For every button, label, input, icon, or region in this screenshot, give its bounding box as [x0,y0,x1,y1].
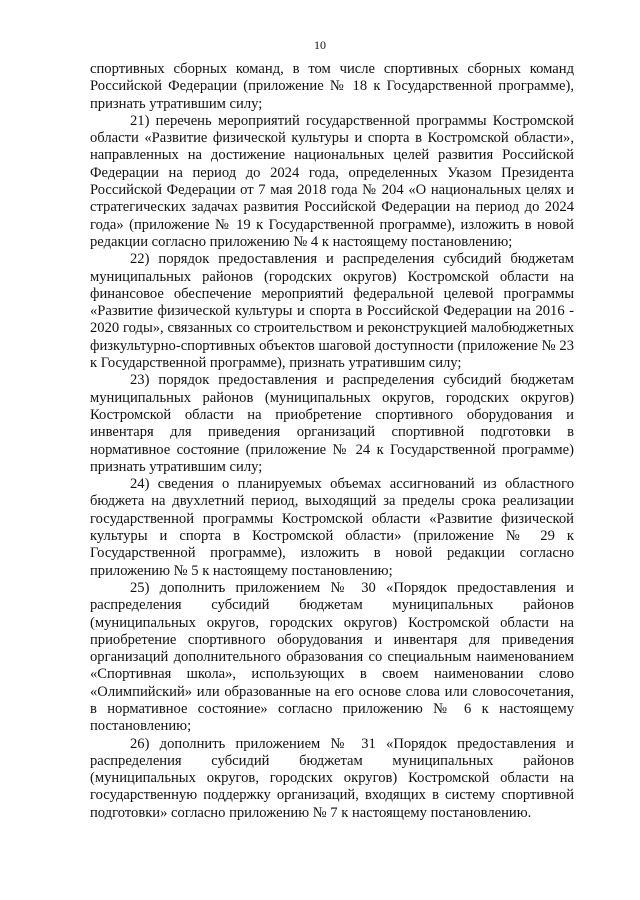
paragraph-item-23: 23) порядок предоставления и распределения субсидий бюджетам муниципальных районов (муниципальных округов, городских округов) Костромской области на приобретение спортивного оборудования и инвентаря для приведения организаций спортивной подготовки в нормативное состояние (приложение № 24 к Государственной программе) признать утратившим силу; [90,372,574,475]
page-number: 10 [314,38,326,52]
paragraph-item-25: 25) дополнить приложением № 30 «Порядок предоставления и распределения субсидий бюджетам муниципальных районов (муниципальных округов, городских округов) Костромской области на приобретение спортивного оборудования и инвентаря для приведения организаций дополнительного образования со специальным наименованием «Спортивная школа», использующих в своем наименовании слово «Олимпийский» или образованные на его основе слова или словосочетания, в нормативное состояние» согласно приложению № 6 к настоящему постановлению; [90,579,574,735]
paragraph-continuation: спортивных сборных команд, в том числе спортивных сборных команд Российской Федерации (приложение № 18 к Государственной программе), признать утратившим силу; [90,61,574,112]
paragraph-item-21: 21) перечень мероприятий государственной программы Костромской области «Развитие физической культуры и спорта в Костромской области», направленных на достижение национальных целей развития Российской Федерации на период до 2024 года, определенных Указом Президента Российской Федерации от 7 мая 2018 года № 204 «О национальных целях и стратегических задачах развития Российской Федерации на период до 2024 года» (приложение № 19 к Государственной программе), изложить в новой редакции согласно приложению № 4 к настоящему постановлению; [90,112,574,250]
paragraph-item-22: 22) порядок предоставления и распределения субсидий бюджетам муниципальных районов (городских округов) Костромской области на финансовое обеспечение мероприятий федеральной целевой программы «Развитие физической культуры и спорта в Российской Федерации на 2016 - 2020 годы», связанных со строительством и реконструкцией малобюджетных физкультурно-спортивных объектов шаговой доступности (приложение № 23 к Государственной программе), признать утратившим силу; [90,251,574,372]
document-body [90,61,574,822]
paragraph-item-24: 24) сведения о планируемых объемах ассигнований из областного бюджета на двухлетний период, выходящий за пределы срока реализации государственной программы Костромской области «Развитие физической культуры и спорта в Костромской области» (приложение № 29 к Государственной программе), изложить в новой редакции согласно приложению № 5 к настоящему постановлению; [90,476,574,579]
paragraph-item-26: 26) дополнить приложением № 31 «Порядок предоставления и распределения субсидий бюджетам муниципальных районов (муниципальных округов, городских округов) Костромской области на государственную поддержку организаций, входящих в систему спортивной подготовки» согласно приложению № 7 к настоящему постановлению. [90,735,574,821]
